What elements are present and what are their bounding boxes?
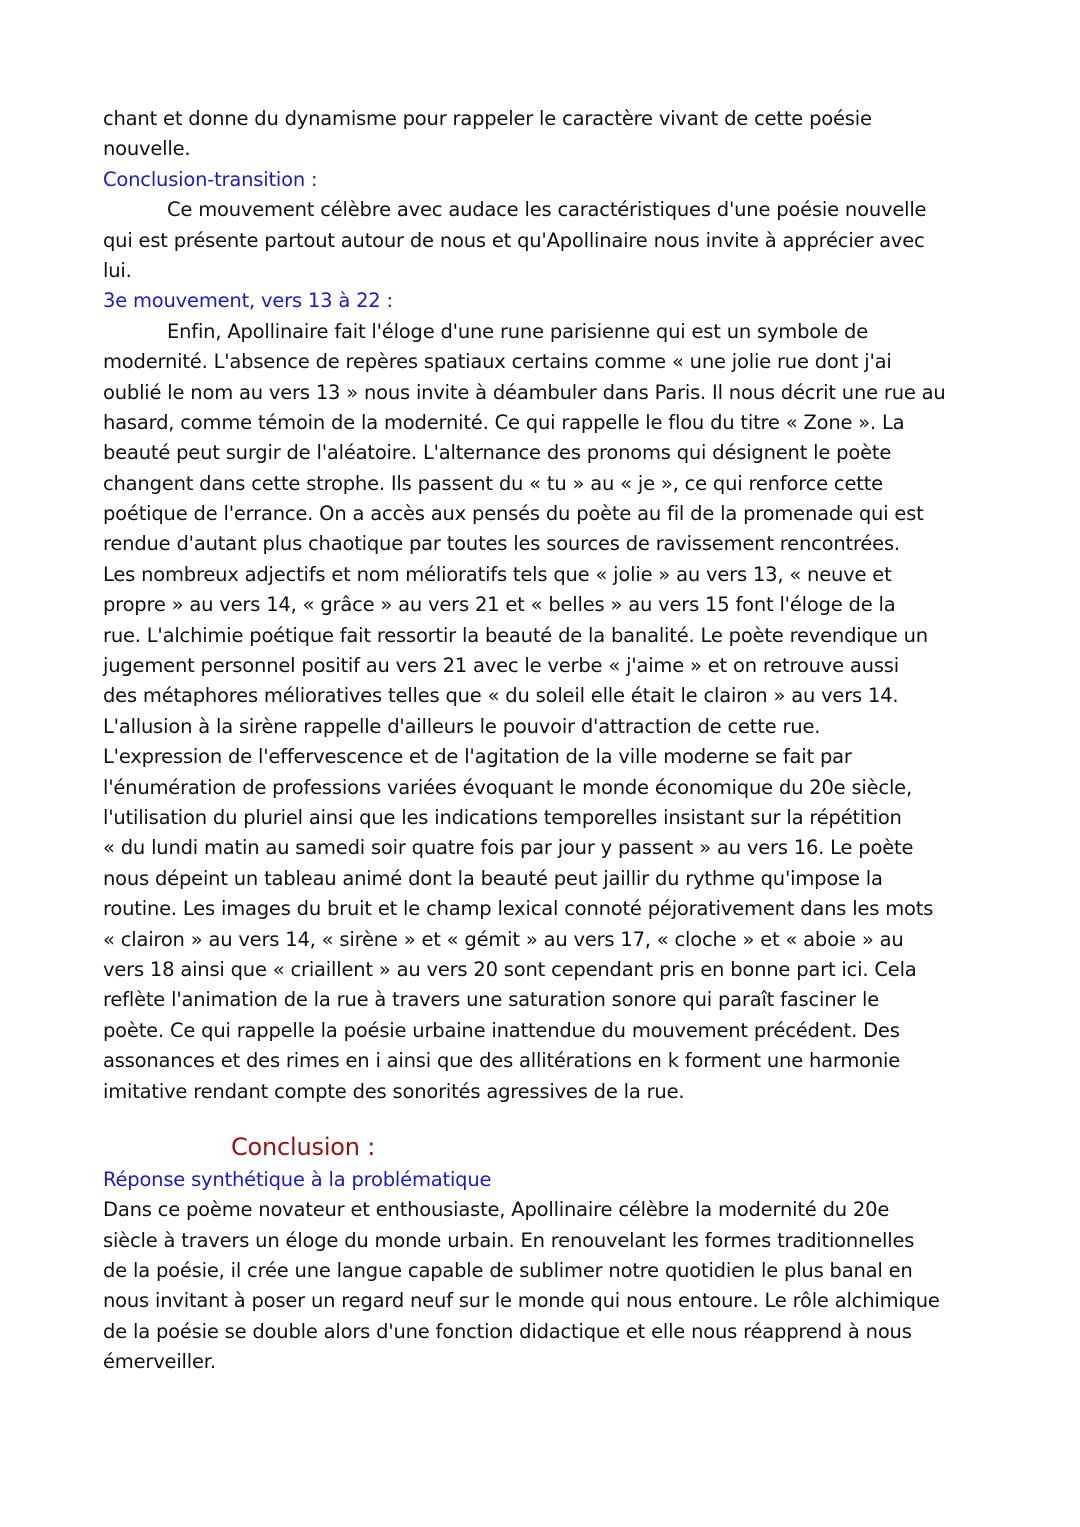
text-line: assonances et des rimes en i ainsi que des allitérations en k forment une harmonie <box>103 1049 901 1073</box>
movement3-heading: 3e mouvement, vers 13 à 22 : <box>103 289 393 313</box>
text-line: nouvelle. <box>103 137 191 161</box>
text-line: de la poésie, il crée une langue capable de sublimer notre quotidien le plus banal en <box>103 1259 913 1283</box>
text-line: rendue d'autant plus chaotique par toutes les sources de ravissement rencontrées. <box>103 532 900 556</box>
transition-paragraph <box>103 195 1003 286</box>
text-line: Dans ce poème novateur et enthousiaste, Apollinaire célèbre la modernité du 20e <box>103 1198 890 1222</box>
document-page <box>103 104 1003 1378</box>
text-line: poétique de l'errance. On a accès aux pensés du poète au fil de la promenade qui est <box>103 502 924 526</box>
text-line: siècle à travers un éloge du monde urbain. En renouvelant les formes traditionnelles <box>103 1228 915 1252</box>
text-line: « clairon » au vers 14, « sirène » et « gémit » au vers 17, « cloche » et « aboie » au <box>103 927 904 951</box>
text-line: Ce mouvement célèbre avec audace les caractéristiques d'une poésie nouvelle <box>167 198 927 222</box>
text-line: des métaphores mélioratives telles que « du soleil elle était le clairon » au vers 14. <box>103 684 899 708</box>
movement3-paragraph <box>103 317 1003 1107</box>
text-line: beauté peut surgir de l'aléatoire. L'alternance des pronoms qui désignent le poète <box>103 441 892 465</box>
text-line: Les nombreux adjectifs et nom mélioratifs tels que « jolie » au vers 13, « neuve et <box>103 562 892 586</box>
text-line: nous dépeint un tableau animé dont la beauté peut jaillir du rythme qu'impose la <box>103 866 883 890</box>
text-line: reflète l'animation de la rue à travers une saturation sonore qui paraît fasciner le <box>103 988 880 1012</box>
text-line: imitative rendant compte des sonorités agressives de la rue. <box>103 1079 685 1103</box>
continuation-paragraph <box>103 104 1003 165</box>
text-line: L'allusion à la sirène rappelle d'ailleurs le pouvoir d'attraction de cette rue. <box>103 714 821 738</box>
text-line: nous invitant à poser un regard neuf sur le monde qui nous entoure. Le rôle alchimique <box>103 1289 940 1313</box>
conclusion-heading: Conclusion : <box>231 1132 376 1161</box>
transition-heading: Conclusion-transition : <box>103 167 318 191</box>
text-line: l'énumération de professions variées évoquant le monde économique du 20e siècle, <box>103 775 912 799</box>
text-line: routine. Les images du bruit et le champ lexical connoté péjorativement dans les mots <box>103 897 934 921</box>
text-line: oublié le nom au vers 13 » nous invite à déambuler dans Paris. Il nous décrit une rue au <box>103 380 946 404</box>
text-line: hasard, comme témoin de la modernité. Ce qui rappelle le flou du titre « Zone ». La <box>103 410 905 434</box>
text-line: émerveiller. <box>103 1350 216 1374</box>
text-line: Enfin, Apollinaire fait l'éloge d'une rune parisienne qui est un symbole de <box>167 319 868 343</box>
text-line: modernité. L'absence de repères spatiaux certains comme « une jolie rue dont j'ai <box>103 350 892 374</box>
text-line: L'expression de l'effervescence et de l'agitation de la ville moderne se fait par <box>103 745 852 769</box>
text-line: « du lundi matin au samedi soir quatre fois par jour y passent » au vers 16. Le poète <box>103 836 914 860</box>
conclusion-paragraph <box>103 1195 1003 1377</box>
text-line: poète. Ce qui rappelle la poésie urbaine inattendue du mouvement précédent. Des <box>103 1018 900 1042</box>
text-line: vers 18 ainsi que « criaillent » au vers 20 sont cependant pris en bonne part ici. Cela <box>103 957 917 981</box>
text-line: l'utilisation du pluriel ainsi que les indications temporelles insistant sur la répétition <box>103 805 902 829</box>
text-line: lui. <box>103 258 132 282</box>
text-line: rue. L'alchimie poétique fait ressortir la beauté de la banalité. Le poète revendique un <box>103 623 928 647</box>
answer-heading: Réponse synthétique à la problématique <box>103 1167 492 1191</box>
text-line: chant et donne du dynamisme pour rappeler le caractère vivant de cette poésie <box>103 107 872 130</box>
text-line: propre » au vers 14, « grâce » au vers 21 et « belles » au vers 15 font l'éloge de la <box>103 593 896 617</box>
text-line: jugement personnel positif au vers 21 avec le verbe « j'aime » et on retrouve aussi <box>103 654 899 678</box>
text-line: changent dans cette strophe. Ils passent du « tu » au « je », ce qui renforce cette <box>103 471 883 495</box>
text-line: de la poésie se double alors d'une fonction didactique et elle nous réapprend à nous <box>103 1319 912 1343</box>
text-line: qui est présente partout autour de nous et qu'Apollinaire nous invite à apprécier avec <box>103 228 925 252</box>
